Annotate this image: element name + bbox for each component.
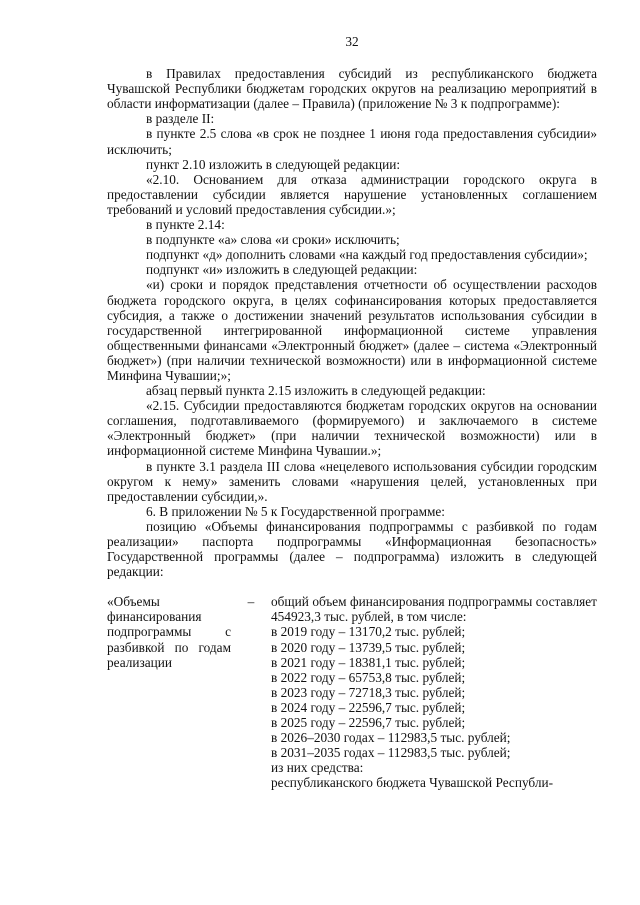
financing-of-which: из них средства: [271, 760, 364, 776]
page-number: 32 [345, 34, 359, 49]
paragraph: в подпункте «а» слова «и сроки» исключить; [146, 232, 400, 248]
financing-year-line: в 2024 году – 22596,7 тыс. рублей; [271, 699, 466, 715]
paragraph: в пункте 2.5 слова «в срок не позднее 1 июня года предоставления субсидии» исключить; [107, 126, 597, 157]
financing-year-line: в 2031–2035 годах – 112983,5 тыс. рублей; [271, 745, 511, 761]
paragraph: подпункт «и» изложить в следующей редакции: [146, 262, 418, 278]
paragraph: в Правилах предоставления субсидий из республиканского бюджета Чувашской Республики бюджетам городских округов на реализацию мероприятий в области информатизации (далее – Правила) (приложение № 3 к подпрограмме): [107, 66, 597, 112]
financing-source-line: республиканского бюджета Чувашской Республи- [271, 775, 554, 791]
paragraph: 6. В приложении № 5 к Государственной программе: [146, 503, 446, 519]
paragraph: позицию «Объемы финансирования подпрограммы с разбивкой по годам реализации» паспорта подпрограммы «Информационная безопасность» Государственной программы (далее – подпрограмма) изложить в следующей редакции: [107, 518, 597, 580]
financing-table-dash: – [247, 594, 255, 610]
financing-year-line: в 2019 году – 13170,2 тыс. рублей; [271, 624, 466, 640]
paragraph: в разделе II: [146, 111, 215, 127]
paragraph: в пункте 3.1 раздела III слова «нецелевого использования субсидии городским округом к нему» заменить словами «нарушения целей, установленных при предоставлении субсидии,». [107, 458, 597, 504]
financing-year-line: в 2020 году – 13739,5 тыс. рублей; [271, 639, 466, 655]
document-body [107, 66, 597, 579]
paragraph: «2.10. Основанием для отказа администрации городского округа в предоставлении субсидии является нарушение установленных соглашением требований и условий предоставления субсидии.»; [107, 171, 597, 217]
paragraph: подпункт «д» дополнить словами «на каждый год предоставления субсидии»; [146, 247, 588, 263]
financing-year-line: в 2022 году – 65753,8 тыс. рублей; [271, 669, 466, 685]
financing-table [107, 594, 597, 790]
financing-year-line: в 2025 году – 22596,7 тыс. рублей; [271, 715, 466, 731]
financing-years-list [271, 624, 597, 760]
financing-year-line: в 2023 году – 72718,3 тыс. рублей; [271, 684, 466, 700]
paragraph: «и) сроки и порядок представления отчетности об осуществлении расходов бюджета городского округа, в целях софинансирования которых предоставляется субсидия, а также о достижении значений результатов использования субсидии в государственной интегрированной информационной системе управления общественными финансами «Электронный бюджет» (далее – система «Электронный бюджет») (при наличии технической возможности) или в информационной системе Минфина Чувашии;»; [107, 277, 597, 383]
financing-table-label: «Объемы финансирования подпрограммы с разбивкой по годам реализации [107, 594, 231, 670]
paragraph: в пункте 2.14: [146, 217, 225, 233]
paragraph: пункт 2.10 изложить в следующей редакции: [146, 156, 401, 172]
paragraph: «2.15. Субсидии предоставляются бюджетам городских округов на основании соглашения, подготавливаемого (формируемого) и заключаемого в системе «Электронный бюджет» (при наличии технической возможности) или в информационной системе Минфина Чувашии.»; [107, 398, 597, 459]
paragraph: абзац первый пункта 2.15 изложить в следующей редакции: [146, 383, 486, 399]
financing-total: общий объем финансирования подпрограммы составляет 454923,3 тыс. рублей, в том числе: [271, 594, 597, 625]
financing-year-line: в 2026–2030 годах – 112983,5 тыс. рублей; [271, 730, 511, 746]
financing-table-value [271, 594, 597, 790]
financing-year-line: в 2021 году – 18381,1 тыс. рублей; [271, 654, 466, 670]
